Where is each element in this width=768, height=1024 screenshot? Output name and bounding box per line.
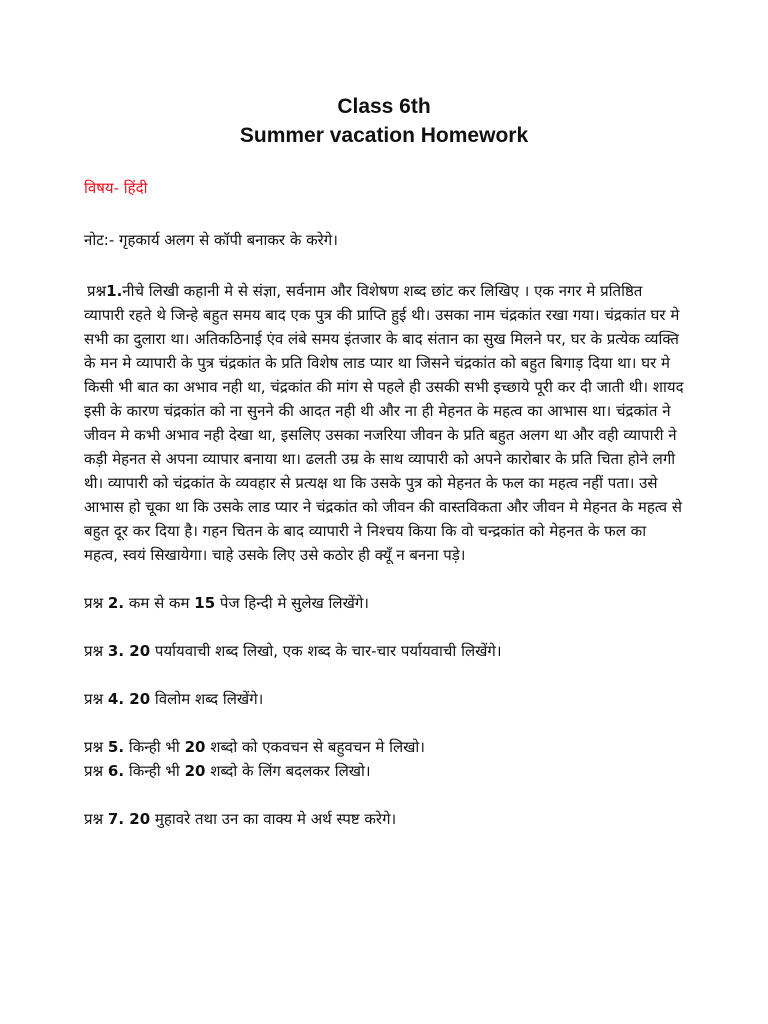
question-4-text: विलोम शब्द लिखेंगे।	[150, 690, 264, 708]
question-5	[84, 735, 684, 759]
question-3-text: पर्यायवाची शब्द लिखो, एक शब्द के चार-चार पर्यायवाची लिखेंगे।	[150, 642, 502, 660]
question-2-count: 15	[194, 594, 216, 612]
question-5-text: किन्ही भी	[128, 738, 185, 756]
question-5-rest: शब्दो को एकवचन से बहुवचन मे लिखो।	[205, 738, 425, 756]
question-6-number: 6.	[107, 762, 125, 780]
note-line: नोट:- गृहकार्य अलग से कॉपी बनाकर के करेगे।	[84, 231, 338, 249]
question-5-count: 20	[184, 738, 206, 756]
question-4-number: 4. 20	[107, 690, 151, 708]
question-2-text: कम से कम	[128, 594, 195, 612]
question-7	[84, 807, 684, 831]
question-1	[84, 279, 684, 567]
question-2-label: प्रश्न	[84, 594, 104, 612]
question-7-number: 7. 20	[107, 810, 151, 828]
question-5-label: प्रश्न	[84, 738, 104, 756]
question-2-rest: पेज हिन्दी मे सुलेख लिखेंगे।	[215, 594, 369, 612]
question-4-label: प्रश्न	[84, 690, 104, 708]
question-4	[84, 687, 684, 711]
question-2	[84, 591, 684, 615]
question-6	[84, 759, 684, 783]
question-1-number: 1.	[106, 282, 123, 300]
question-7-text: मुहावरे तथा उन का वाक्य मे अर्थ स्पष्ट करेगे।	[150, 810, 397, 828]
question-7-label: प्रश्न	[84, 810, 104, 828]
question-6-count: 20	[184, 762, 206, 780]
question-3-label: प्रश्न	[84, 642, 104, 660]
question-2-number: 2.	[107, 594, 125, 612]
question-6-label: प्रश्न	[84, 762, 104, 780]
subject-heading: विषय- हिंदी	[84, 179, 148, 197]
document-body	[84, 176, 684, 855]
document-subtitle: Summer vacation Homework	[239, 124, 529, 147]
question-1-text: नीचे लिखी कहानी मे से संज्ञा, सर्वनाम और विशेषण शब्द छांट कर लिखिए । एक नगर मे प्रतिष्ठित व्यापारी रहते थे जिन्हे बहुत समय बाद एक पुत्र की प्राप्ति हुई थी। उसका नाम चंद्रकांत रखा गया। चंद्रकांत घर मे सभी का दुलारा था। अतिकठिनाई एंव लंबे समय इंतजार के बाद संतान का सुख मिलने पर, घर के प्रत्येक व्यक्ति के मन मे व्यापारी के पुत्र चंद्रकांत के प्रति विशेष लाड प्यार था जिसने चंद्रकांत को बहुत बिगाड़ दिया था। घर मे किसी भी बात का अभाव नही था, चंद्रकांत की मांग से पहले ही उसकी सभी इच्छाये पूरी कर दी जाती थी। शायद इसी के कारण चंद्रकांत को ना सुनने की आदत नही थी और ना ही मेहनत के महत्व का आभास था। चंद्रकांत ने जीवन मे कभी अभाव नही देखा था, इसलिए उसका नजरिया जीवन के प्रति बहुत अलग था और वही व्यापारी ने कड़ी मेहनत से अपना व्यापार बनाया था। ढलती उम्र के साथ व्यापारी को अपने कारोबार के प्रति चिता होने लगी थी। व्यापारी को चंद्रकांत के व्यवहार से प्रत्यक्ष था कि उसके पुत्र को मेहनत के फल का महत्व नहीं पता। उसे आभास हो चूका था कि उसके लाड प्यार ने चंद्रकांत को जीवन की वास्तविकता और जीवन मे मेहनत के महत्व से बहुत दूर कर दिया है। गहन चितन के बाद व्यापारी ने निश्चय किया कि वो चन्द्रकांत को मेहनत के फल का महत्व, स्वयं सिखायेगा। चाहे उसके लिए उसे कठोर ही क्यूँ न बनना पड़े।	[84, 282, 684, 564]
title-block	[0, 92, 768, 150]
question-6-rest: शब्दो के लिंग बदलकर लिखो।	[205, 762, 371, 780]
question-6-text: किन्ही भी	[128, 762, 185, 780]
document-title: Class 6th	[337, 95, 431, 118]
question-3-number: 3. 20	[107, 642, 151, 660]
question-5-number: 5.	[107, 738, 125, 756]
question-1-label: प्रश्न	[87, 282, 107, 300]
question-3	[84, 639, 684, 663]
